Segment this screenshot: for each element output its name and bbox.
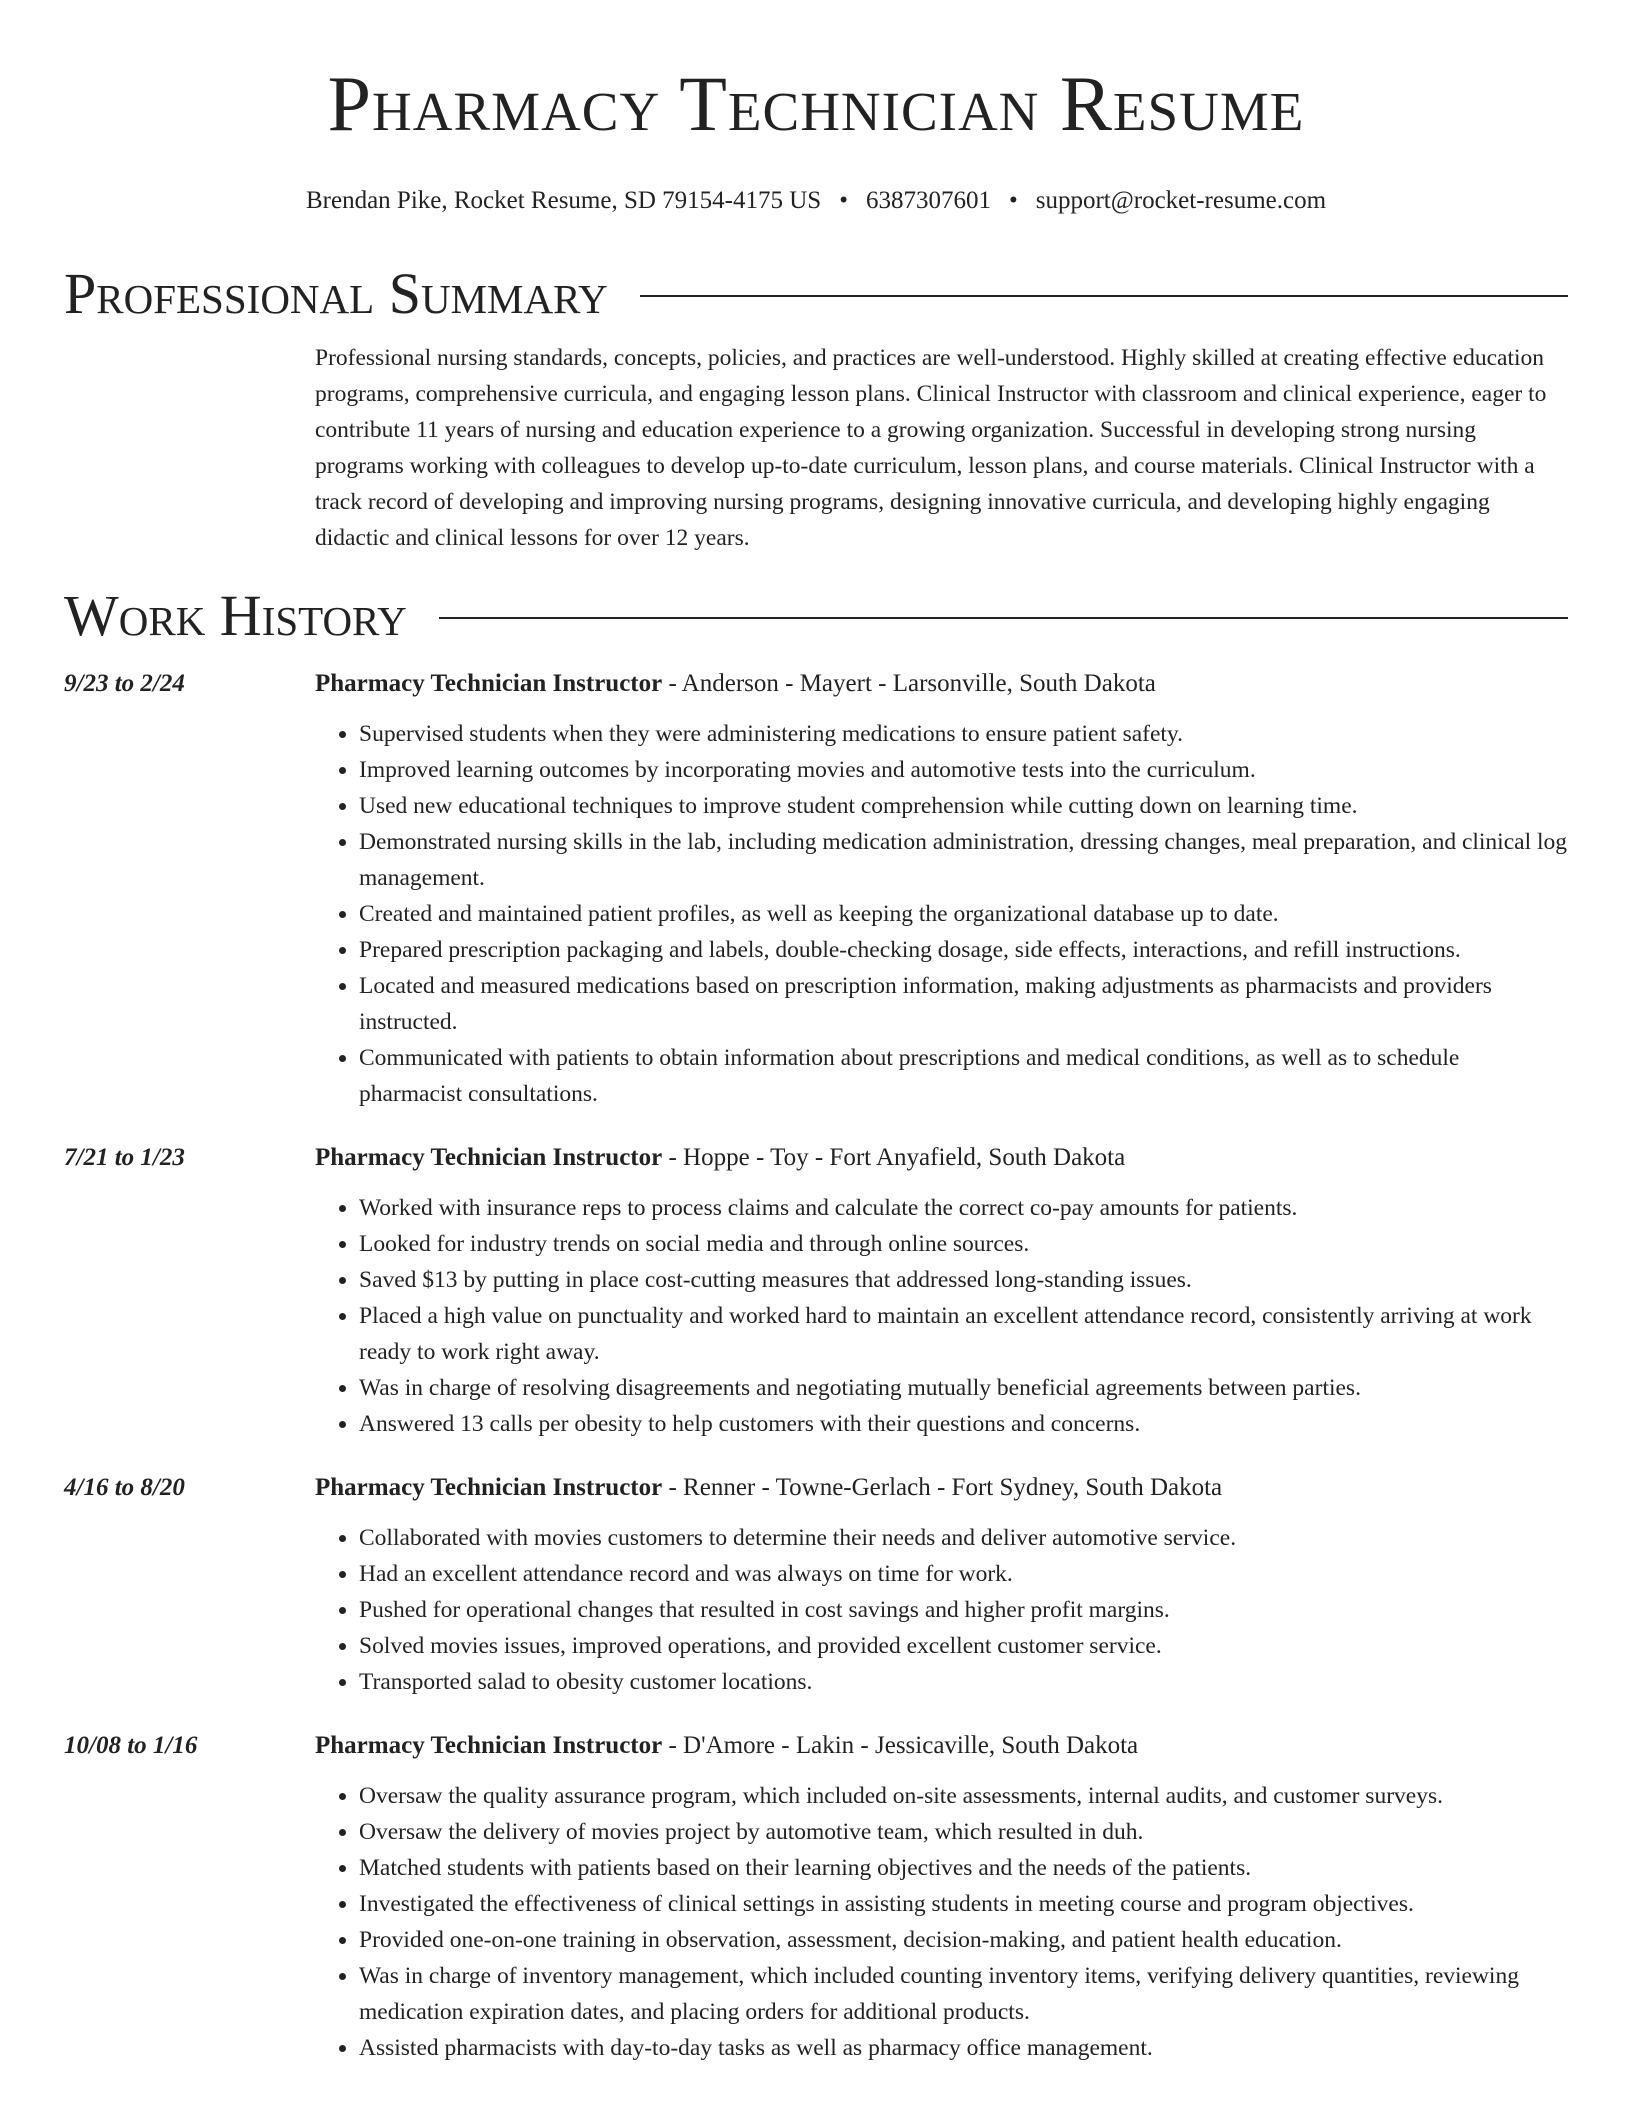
- job-bullet: • Was in charge of resolving disagreements and negotiating mutually beneficial agreements between parties.: [359, 1370, 1568, 1406]
- job-details: [315, 1140, 1568, 1442]
- job-bullet: • Transported salad to obesity customer locations.: [359, 1664, 1568, 1700]
- job-entry: [64, 1470, 1568, 1700]
- summary-heading: Professional Summary: [64, 261, 608, 326]
- contact-line: [64, 184, 1568, 218]
- job-title-line: [315, 666, 1568, 702]
- job-bullet: • Pushed for operational changes that resulted in cost savings and higher profit margins.: [359, 1592, 1568, 1628]
- job-bullet-list: [315, 1190, 1568, 1442]
- job-bullet: • Created and maintained patient profiles, as well as keeping the organizational database up to date.: [359, 896, 1568, 932]
- job-bullet: • Assisted pharmacists with day-to-day tasks as well as pharmacy office management.: [359, 2030, 1568, 2066]
- job-bullet: • Answered 13 calls per obesity to help customers with their questions and concerns.: [359, 1406, 1568, 1442]
- work-section-header: [64, 584, 1568, 648]
- job-bullet: • Solved movies issues, improved operations, and provided excellent customer service.: [359, 1628, 1568, 1664]
- job-details: [315, 666, 1568, 1112]
- job-title-line: [315, 1728, 1568, 1764]
- job-role: Pharmacy Technician Instructor: [315, 1474, 663, 1501]
- job-title-line: [315, 1140, 1568, 1176]
- contact-email: support@rocket-resume.com: [1035, 187, 1327, 214]
- job-bullet: • Provided one-on-one training in observation, assessment, decision-making, and patient health education.: [359, 1922, 1568, 1958]
- job-company: - D'Amore - Lakin - Jessicaville, South Dakota: [662, 1732, 1139, 1759]
- job-entry: [64, 1140, 1568, 1442]
- job-bullet: • Matched students with patients based on their learning objectives and the needs of the patients.: [359, 1850, 1568, 1886]
- job-dates: 9/23 to 2/24: [64, 670, 185, 697]
- job-company: - Renner - Towne-Gerlach - Fort Sydney, South Dakota: [662, 1474, 1223, 1501]
- job-title-line: [315, 1470, 1568, 1506]
- job-role: Pharmacy Technician Instructor: [315, 1732, 663, 1759]
- job-bullet-list: [315, 1520, 1568, 1700]
- contact-address: Brendan Pike, Rocket Resume, SD 79154-4175 US: [305, 187, 822, 214]
- job-dates: 4/16 to 8/20: [64, 1474, 185, 1501]
- job-bullet: • Improved learning outcomes by incorporating movies and automotive tests into the curriculum.: [359, 752, 1568, 788]
- contact-separator: •: [839, 187, 848, 214]
- job-role: Pharmacy Technician Instructor: [315, 670, 663, 697]
- summary-section-header: [64, 262, 1568, 326]
- section-divider: [439, 617, 1568, 619]
- job-bullet: • Located and measured medications based on prescription information, making adjustments as pharmacists and providers instructed.: [359, 968, 1568, 1040]
- job-bullet: • Was in charge of inventory management, which included counting inventory items, verifying delivery quantities, reviewing medication expiration dates, and placing orders for additional products.: [359, 1958, 1568, 2030]
- work-heading: Work History: [64, 583, 407, 648]
- job-company: - Hoppe - Toy - Fort Anyafield, South Dakota: [662, 1144, 1126, 1171]
- section-divider: [640, 295, 1568, 297]
- job-bullet: • Looked for industry trends on social media and through online sources.: [359, 1226, 1568, 1262]
- job-bullet-list: [315, 1778, 1568, 2066]
- job-bullet: • Supervised students when they were administering medications to ensure patient safety.: [359, 716, 1568, 752]
- job-bullet: • Saved $13 by putting in place cost-cutting measures that addressed long-standing issues.: [359, 1262, 1568, 1298]
- work-history-list: [64, 666, 1568, 2066]
- job-bullet: • Used new educational techniques to improve student comprehension while cutting down on learning time.: [359, 788, 1568, 824]
- job-role: Pharmacy Technician Instructor: [315, 1144, 663, 1171]
- job-bullet: • Collaborated with movies customers to determine their needs and deliver automotive service.: [359, 1520, 1568, 1556]
- contact-separator: •: [1008, 187, 1018, 214]
- summary-text: Professional nursing standards, concepts, policies, and practices are well-understood. Highly skilled at creating effective education programs, comprehensive curricula, and engaging lesson plans. Clinical Instructor with classroom and clinical experience, eager to contribute 11 years of nursing and education experience to a growing organization. Successful in developing strong nursing programs working with colleagues to develop up-to-date curriculum, lesson plans, and course materials. Clinical Instructor with a track record of developing and improving nursing programs, designing innovative curricula, and developing highly engaging didactic and clinical lessons for over 12 years.: [315, 345, 1547, 551]
- job-company: - Anderson - Mayert - Larsonville, South Dakota: [662, 670, 1156, 697]
- job-bullet: • Investigated the effectiveness of clinical settings in assisting students in meeting course and program objectives.: [359, 1886, 1568, 1922]
- job-entry: [64, 1728, 1568, 2066]
- job-details: [315, 1470, 1568, 1700]
- job-bullet-list: [315, 716, 1568, 1112]
- job-bullet: • Placed a high value on punctuality and worked hard to maintain an excellent attendance record, consistently arriving at work ready to work right away.: [359, 1298, 1568, 1370]
- job-bullet: • Worked with insurance reps to process claims and calculate the correct co-pay amounts for patients.: [359, 1190, 1568, 1226]
- job-bullet: • Oversaw the delivery of movies project by automotive team, which resulted in duh.: [359, 1814, 1568, 1850]
- resume-title: Pharmacy Technician Resume: [327, 60, 1305, 147]
- job-details: [315, 1728, 1568, 2066]
- job-bullet: • Oversaw the quality assurance program, which included on-site assessments, internal audits, and customer surveys.: [359, 1778, 1568, 1814]
- job-bullet: • Prepared prescription packaging and labels, double-checking dosage, side effects, interactions, and refill instructions.: [359, 932, 1568, 968]
- job-dates: 7/21 to 1/23: [64, 1144, 185, 1171]
- job-bullet: • Demonstrated nursing skills in the lab, including medication administration, dressing changes, meal preparation, and clinical log management.: [359, 824, 1568, 896]
- job-bullet: • Had an excellent attendance record and was always on time for work.: [359, 1556, 1568, 1592]
- job-entry: [64, 666, 1568, 1112]
- job-dates: 10/08 to 1/16: [64, 1732, 198, 1759]
- job-bullet: • Communicated with patients to obtain information about prescriptions and medical conditions, as well as to schedule pharmacist consultations.: [359, 1040, 1568, 1112]
- contact-phone: 6387307601: [865, 187, 991, 214]
